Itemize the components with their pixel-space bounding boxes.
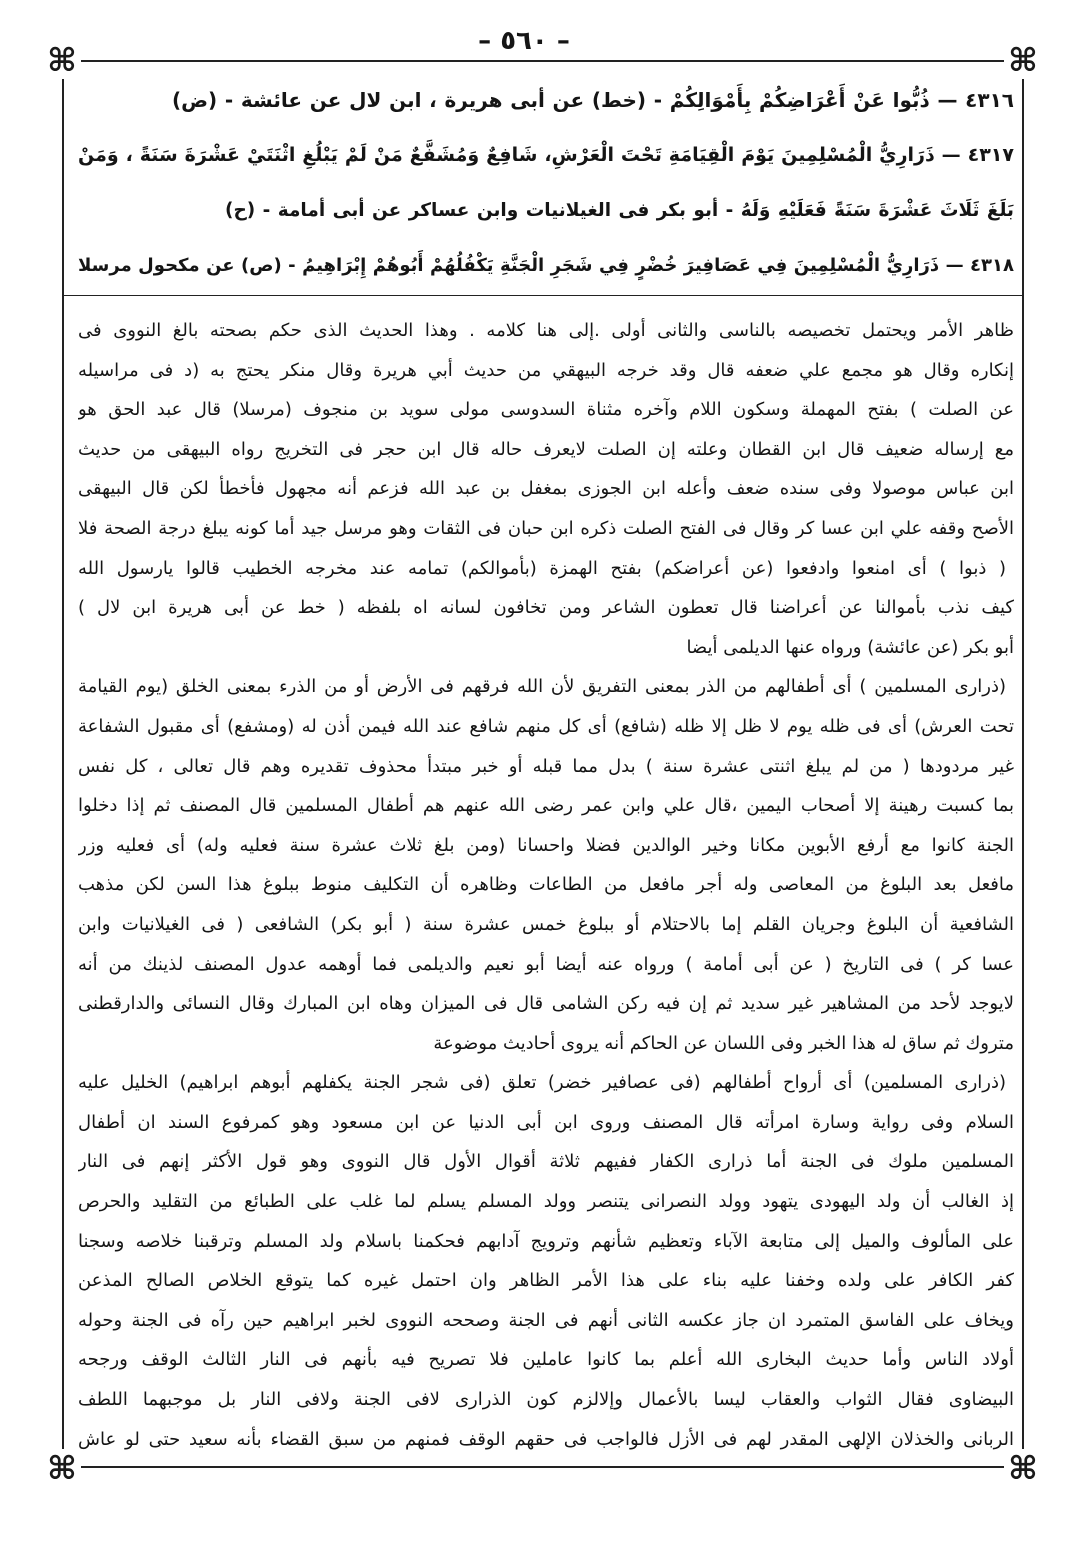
commentary-line: مع إرساله ضعيف قال ابن القطان وعلته إن الصلت لايعرف حاله قال ابن حجر فى التخريج رواه البيهقى من حديث <box>78 438 1014 460</box>
commentary-line: المسلمين ملوك فى الجنة أما ذرارى الكفار ففيهم ثلاثة أقوال الأول قال النووى وهو قول الأكثر إنهم فى النار <box>78 1151 1014 1173</box>
commentary-line: إذ الغالب أن ولد اليهودى يتهود وولد النصرانى يتنصر وولد المسلم يسلم لما غلب على الطبائع من التقليد والحرص <box>78 1191 1014 1213</box>
commentary-line: كيف نذب بأموالنا عن أعراضنا قال تعطون الشاعر ومن تخافون لسانه اه بلفظه ( خط عن أبى هريرة ابن لال ) <box>78 597 1014 619</box>
commentary-line: الأصح وقفه علي ابن عسا كر وقال فى الفتح الصلت ذكره ابن حبان فى الثقات وهو مرسل جيد أما كونه يبلغ درجة الصحة فلا <box>78 517 1014 539</box>
commentary-line: غير مردودها ( من لم يبلغ اثنتى عشرة سنة ) بدل مما قبله أو خبر مبتدأ محذوف تقديره وهم قال تعالى ، كل نفس <box>78 755 1014 777</box>
page-number: – ٥٦٠ – <box>478 26 570 56</box>
hadith-line: ٤٣١٧ — ذَرَارِيُّ الْمُسْلِمِينَ يَوْمَ الْقِيَامَةِ تَحْتَ الْعَرْشِ، شَافِعٌ وَمُشَفَّعٌ مَنْ لَمْ يَبْلُغِ اثْنَتَيْ عَشْرَةَ سَنَةً ، وَمَنْ <box>78 144 1014 166</box>
commentary-line: على المألوف والميل إلى متابعة الآباء وتعظيم شأنهم وترويج آدابهم فحكمنا باسلام ولد المسلم وترقبنا خلاصه وسجنا <box>78 1230 1014 1252</box>
commentary-line: ابن عباس موصولا وفى سنده ضعف وأعله ابن الجوزى بمغفل بن عبد الله فزعم أنه مجهول فأخطأ لكن قال البيهقى <box>78 478 1014 500</box>
hadith-line: ٤٣١٦ — ذُبُّوا عَنْ أَعْرَاضِكُمْ بِأَمْوَالِكُمْ - (خط) عن أبى هريرة ، ابن لال عن عائشة - (ض) <box>172 88 1014 112</box>
commentary-line: متروك ثم ساق له هذا الخبر وفى اللسان عن الحاكم أنه يروى أحاديث موضوعة <box>433 1032 1014 1054</box>
commentary-line: لايوجد لأحد من المشاهير غير سديد ثم إن فيه ركن الشامى قال فى الميزان وهاه ابن المبارك وقال النسائى والدارقطنى <box>78 993 1014 1015</box>
commentary-line: الربانى والخذلان الإلهى المقدر لهم فى الأزل فالواجب فى حقهم الوقف فمنهم من سبق القضاء بأنه سعيد حتى لو عاش <box>78 1428 1014 1450</box>
commentary-line: بما كسبت رهينة إلا أصحاب اليمين ،قال علي وابن عمر رضى الله عنهم هم أطفال المسلمين قال المصنف ثم إذا دخلوا <box>78 795 1014 817</box>
commentary-line: الشافعية أن البلوغ وجريان القلم إما بالاحتلام أو ببلوغ خمس عشرة سنة ( أبو بكر) الشافعى ( فى الغيلانيات وابن <box>78 913 1014 935</box>
commentary-line: (ذرارى المسلمين) أى أرواح أطفالهم (فى عصافير خضر) تعلق (فى شجر الجنة يكفلهم أبوهم ابراهيم) الخليل عليه <box>78 1072 1006 1094</box>
commentary-line: أبو بكر (عن عائشة) ورواه عنها الديلمى أيضا <box>686 636 1014 658</box>
commentary-line: ويخاف على الفاسق المتمرد ان جاز عكسه الثانى أنهم فى الجنة وصححه النووى لخبر ابراهيم حين رآه فى الجنة وحوله <box>78 1309 1014 1331</box>
commentary-line: البيضاوى فقال الثواب والعقاب ليسا بالأعمال وإلالزم كون الذرارى لافى الجنة ولافى النار بل موجبهما اللطف <box>78 1389 1014 1411</box>
hadith-line: بَلَغَ ثَلَاثَ عَشْرَةَ سَنَةً فَعَلَيْهِ وَلَهُ - أبو بكر فى الغيلانيات وابن عساكر عن أبى أمامة - (ح) <box>225 200 1014 221</box>
commentary-block <box>78 311 1014 1459</box>
section-divider <box>62 295 1024 296</box>
commentary-line: تحت العرش) أى فى ظله يوم لا ظل إلا ظله (شافع) أى كل منهم شافع عند الله فيمن أذن له (ومشفع) أى مقبول الشفاعة <box>78 715 1014 737</box>
hadith-line: ٤٣١٨ — ذَرَارِيُّ الْمُسْلِمِينَ فِي عَصَافِيرَ خُضْرٍ فِي شَجَرِ الْجَنَّةِ يَكْفُلُهُمْ أَبُوهُمْ إِبْرَاهِيمُ - (ص) عن مكحول مرسلا <box>78 255 1014 276</box>
commentary-line: عسا كر ) فى التاريخ ( عن أبى أمامة ) ورواه عنه أيضا أبو نعيم والديلمى فما أوهمه عدول المصنف لذينك من أنه <box>78 953 1014 975</box>
commentary-line: ظاهر الأمر ويحتمل تخصيصه بالناسى والثانى أولى .إلى هنا كلامه . وهذا الحديث الذى حكم بصحته بالغ النووى فى <box>78 320 1014 341</box>
commentary-line: (ذرارى المسلمين ) أى أطفالهم من الذر بمعنى التفريق لأن الله فرقهم فى الأرض أو من الذرء بمعنى الخلق (يوم القيامة <box>78 676 1006 698</box>
corner-ornament-icon <box>43 1449 81 1487</box>
commentary-line: ( ذبوا ) أى امنعوا وادفعوا (عن أعراضكم) بفتح الهمزة (بأموالكم) تمامه عند مخرجه الخطيب قالوا يارسول الله <box>78 557 1006 579</box>
corner-ornament-icon <box>43 41 81 79</box>
commentary-line: الجنة كانوا مع أرفع الأبوين مكانا وخير الوالدين فضلا واحسانا (ومن بلغ ثلاث عشرة سنة فعليه وله) أى فعليه وزر <box>78 834 1014 856</box>
commentary-line: عن الصلت ) بفتح المهملة وسكون اللام وآخره مثناة السدوسى مولى سويد بن منجوف (مرسلا) قال عبد الحق هو <box>78 399 1014 421</box>
commentary-line: كفر الكافر على ولده وخفنا عليه بناء على هذا الأمر الظاهر وان احتمل غيره كما يتوقع الخلاص الصالح المذعن <box>78 1270 1014 1292</box>
hadith-text-block <box>78 73 1014 293</box>
commentary-line: مافعل بعد البلوغ من المعاصى وله أجر مافعل من الطاعات وظاهره أن التكليف منوط ببلوغ هذا السن لكن مذهب <box>78 874 1014 896</box>
commentary-line: إنكاره وقال هو مجمع علي ضعفه قال وقد خرجه البيهقي من حديث أبي هريرة وقال منكر يحتج به (د فى مراسيله <box>78 359 1014 381</box>
commentary-line: السلام وفى رواية وسارة امرأته قال المصنف وروى ابن أبى الدنيا عن ابن مسعود وهو كمرفوع السند ان أطفال <box>78 1111 1014 1133</box>
commentary-line: أولاد الناس وأما حديث البخارى الله أعلم بما كانوا عاملين فلا تصريح فيه بأنهم فى النار الثالث الوقف ورجحه <box>78 1349 1014 1371</box>
